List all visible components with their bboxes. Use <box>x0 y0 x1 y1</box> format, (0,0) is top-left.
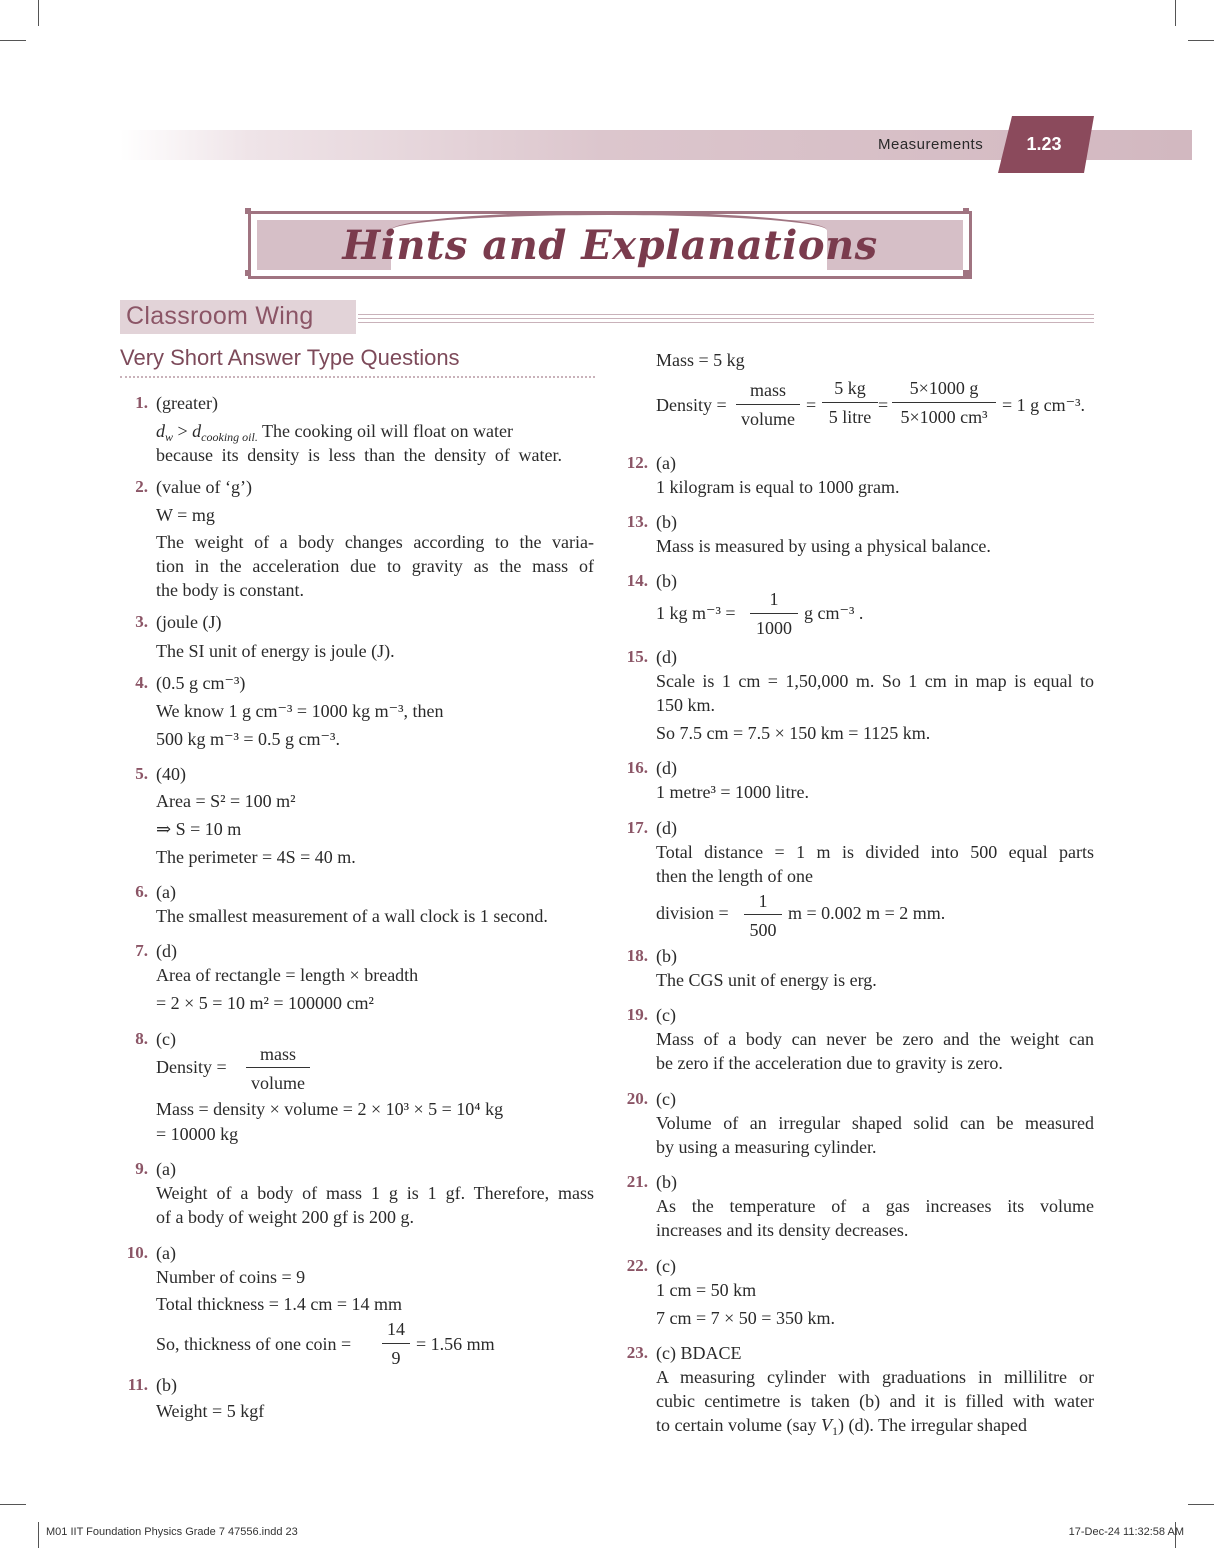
question-number: 1. <box>135 393 148 412</box>
fraction-bar <box>246 1067 310 1068</box>
answer-line: Volume of an irregular shaped solid can be measured <box>656 1113 1094 1133</box>
answer-label: (b) <box>156 1375 177 1395</box>
question-number: 3. <box>135 612 148 631</box>
question-number: 18. <box>626 946 648 965</box>
answer-label: (a) <box>156 1159 176 1179</box>
fraction-denominator: 9 <box>391 1348 401 1368</box>
question-number: 10. <box>126 1243 148 1262</box>
answer-line: Scale is 1 cm = 1,50,000 m. So 1 cm in map is equal to <box>656 671 1094 691</box>
answer-line: m = 0.002 m = 2 mm. <box>788 903 946 923</box>
answer-label: (0.5 g cm⁻³) <box>156 673 246 693</box>
banner-corner <box>963 208 969 214</box>
fraction-bar <box>382 1343 410 1344</box>
fraction-denominator: 5×1000 cm³ <box>900 407 988 427</box>
crop-mark <box>1188 40 1214 41</box>
crop-mark <box>0 1504 26 1505</box>
answer-line: A measuring cylinder with graduations in millilitre or <box>656 1367 1094 1387</box>
answer-label: (greater) <box>156 393 218 413</box>
section-title: Classroom Wing <box>126 302 314 330</box>
section-rule <box>358 318 1094 319</box>
subsection-title: Very Short Answer Type Questions <box>120 345 460 370</box>
question-number: 19. <box>626 1005 648 1024</box>
answer-line: Density = <box>156 1057 227 1077</box>
crop-mark <box>38 1522 39 1548</box>
answer-line: Area of rectangle = length × breadth <box>156 965 419 985</box>
answer-line: ⇒ S = 10 m <box>156 819 242 839</box>
answer-line: = 1 g cm⁻³. <box>1002 395 1086 415</box>
question-number: 17. <box>626 818 648 837</box>
answer-label: (d) <box>156 941 177 961</box>
question-number: 15. <box>626 647 648 666</box>
question-number: 16. <box>626 758 648 777</box>
answer-line: The perimeter = 4S = 40 m. <box>156 847 356 867</box>
answer-line: 7 cm = 7 × 50 = 350 km. <box>656 1308 835 1328</box>
footer-timestamp: 17-Dec-24 11:32:58 AM <box>1068 1526 1184 1538</box>
answer-line: Mass = 5 kg <box>656 350 745 370</box>
subsection-rule <box>120 376 595 378</box>
fraction-numerator: 1 <box>758 891 768 911</box>
answer-label: (c) <box>156 1029 176 1049</box>
answer-label: (40) <box>156 764 186 784</box>
answer-line: 1 kilogram is equal to 1000 gram. <box>656 477 900 497</box>
answer-line: cubic centimetre is taken (b) and it is filled with water <box>656 1391 1094 1411</box>
equals-sign: = <box>806 395 817 415</box>
fraction-numerator: 5×1000 g <box>909 378 979 398</box>
question-number: 21. <box>626 1172 648 1191</box>
answer-line: 1 metre³ = 1000 litre. <box>656 782 810 802</box>
fraction-numerator: 14 <box>387 1319 405 1339</box>
question-number: 13. <box>626 512 648 531</box>
section-rule <box>358 314 1094 315</box>
answer-line: Area = S² = 100 m² <box>156 791 296 811</box>
answer-line: division = <box>656 903 729 923</box>
crop-mark <box>1188 1504 1214 1505</box>
section-rule <box>358 322 1094 323</box>
question-number: 4. <box>135 673 148 692</box>
crop-mark <box>38 0 39 26</box>
answer-line: Total thickness = 1.4 cm = 14 mm <box>156 1294 403 1314</box>
question-number: 2. <box>135 477 148 496</box>
answer-label: (value of ‘g’) <box>156 477 252 497</box>
answer-label: (d) <box>656 647 677 667</box>
question-number: 6. <box>135 882 148 901</box>
answer-label: (c) <box>656 1089 676 1109</box>
question-number: 14. <box>626 571 648 590</box>
fraction-numerator: mass <box>260 1044 296 1064</box>
question-number: 12. <box>626 453 648 472</box>
answer-line: So 7.5 cm = 7.5 × 150 km = 1125 km. <box>656 723 931 743</box>
banner-corner <box>245 270 251 276</box>
question-number: 22. <box>626 1256 648 1275</box>
answer-label: (b) <box>656 1172 677 1192</box>
answer-line: = 10000 kg <box>156 1124 239 1144</box>
answer-line: The weight of a body changes according to the varia- <box>156 532 594 552</box>
question-number: 8. <box>135 1029 148 1048</box>
fraction-denominator: 5 litre <box>828 407 872 427</box>
answer-line: tion in the acceleration due to gravity as the mass of <box>156 556 594 576</box>
question-number: 20. <box>626 1089 648 1108</box>
fraction-denominator: volume <box>251 1073 305 1093</box>
answer-line: to certain volume (say $V_1$) (d). The irregular shaped <box>656 1415 1028 1438</box>
question-number: 23. <box>626 1343 648 1362</box>
fraction-bar <box>736 404 800 405</box>
fraction-denominator: 1000 <box>756 618 792 638</box>
banner-corner <box>245 208 251 214</box>
fraction-denominator: volume <box>741 409 795 429</box>
answer-line: 150 km. <box>656 695 716 715</box>
answer-label: (b) <box>656 571 677 591</box>
fraction-bar <box>750 613 798 614</box>
question-number: 5. <box>135 764 148 783</box>
question-number: 9. <box>135 1159 148 1178</box>
answer-label: (c) BDACE <box>656 1343 742 1363</box>
answer-line: Mass is measured by using a physical balance. <box>656 536 991 556</box>
answer-label: (a) <box>156 882 176 902</box>
fraction-numerator: mass <box>750 380 786 400</box>
answer-line: The CGS unit of energy is erg. <box>656 970 877 990</box>
answer-line: Weight of a body of mass 1 g is 1 gf. Therefore, mass <box>156 1183 594 1203</box>
answer-label: (a) <box>156 1243 176 1263</box>
banner-corner <box>963 270 969 276</box>
answer-line: of a body of weight 200 gf is 200 g. <box>156 1207 414 1227</box>
answer-line: g cm⁻³ . <box>804 603 864 623</box>
answer-line: We know 1 g cm⁻³ = 1000 kg m⁻³, then <box>156 701 444 721</box>
answer-line: Weight = 5 kgf <box>156 1401 265 1421</box>
fraction-denominator: 500 <box>749 920 777 940</box>
answer-line: the body is constant. <box>156 580 304 600</box>
answer-label: (d) <box>656 758 677 778</box>
question-number: 11. <box>127 1375 148 1394</box>
fraction-bar <box>892 402 996 403</box>
answer-line: Mass of a body can never be zero and the weight can <box>656 1029 1094 1049</box>
crop-mark <box>1175 0 1176 26</box>
answer-label: (a) <box>656 453 676 473</box>
answer-line: W = mg <box>156 505 215 525</box>
answer-line: be zero if the acceleration due to gravity is zero. <box>656 1053 1003 1073</box>
answer-label: (b) <box>656 512 677 532</box>
hints-banner <box>248 211 972 279</box>
question-number: 7. <box>135 941 148 960</box>
answer-line: So, thickness of one coin = <box>156 1334 352 1354</box>
answer-line: by using a measuring cylinder. <box>656 1137 877 1157</box>
answer-line: Total distance = 1 m is divided into 500 equal parts <box>656 842 1094 862</box>
answer-label: (joule (J) <box>156 612 222 632</box>
answer-line: 1 cm = 50 km <box>656 1280 757 1300</box>
chapter-title: Measurements <box>878 136 984 153</box>
answer-line: because its density is less than the density of water. <box>156 445 562 465</box>
answer-line: = 1.56 mm <box>416 1334 495 1354</box>
footer-file-info: M01 IIT Foundation Physics Grade 7 47556.indd 23 <box>46 1526 298 1538</box>
answer-line: then the length of one <box>656 866 813 886</box>
banner-title: Hints and Explanations <box>342 222 878 269</box>
answer-line: The SI unit of energy is joule (J). <box>156 641 395 661</box>
answer-line: The smallest measurement of a wall clock is 1 second. <box>156 906 548 926</box>
answer-label: (b) <box>656 946 677 966</box>
equals-sign: = <box>878 395 889 415</box>
answer-label: (c) <box>656 1005 676 1025</box>
fraction-bar <box>822 402 878 403</box>
answer-line: As the temperature of a gas increases its volume <box>656 1196 1094 1216</box>
fraction-numerator: 5 kg <box>834 378 866 398</box>
answer-line: = 2 × 5 = 10 m² = 100000 cm² <box>156 993 374 1013</box>
answer-line: 500 kg m⁻³ = 0.5 g cm⁻³. <box>156 729 340 749</box>
density-label: Density = <box>656 395 727 415</box>
fraction-bar <box>744 914 782 915</box>
fraction-numerator: 1 <box>769 589 779 609</box>
answer-line: Mass = density × volume = 2 × 10³ × 5 = 10⁴ kg <box>156 1099 504 1119</box>
page-number: 1.23 <box>1026 134 1062 154</box>
answer-line: increases and its density decreases. <box>656 1220 909 1240</box>
answer-line: $d_w > d_{cooking oil.}$ The cooking oil will float on water <box>156 421 513 444</box>
answer-label: (c) <box>656 1256 676 1276</box>
answer-line: 1 kg m⁻³ = <box>656 603 736 623</box>
answer-line: Number of coins = 9 <box>156 1267 306 1287</box>
answer-label: (d) <box>656 818 677 838</box>
crop-mark <box>0 40 26 41</box>
